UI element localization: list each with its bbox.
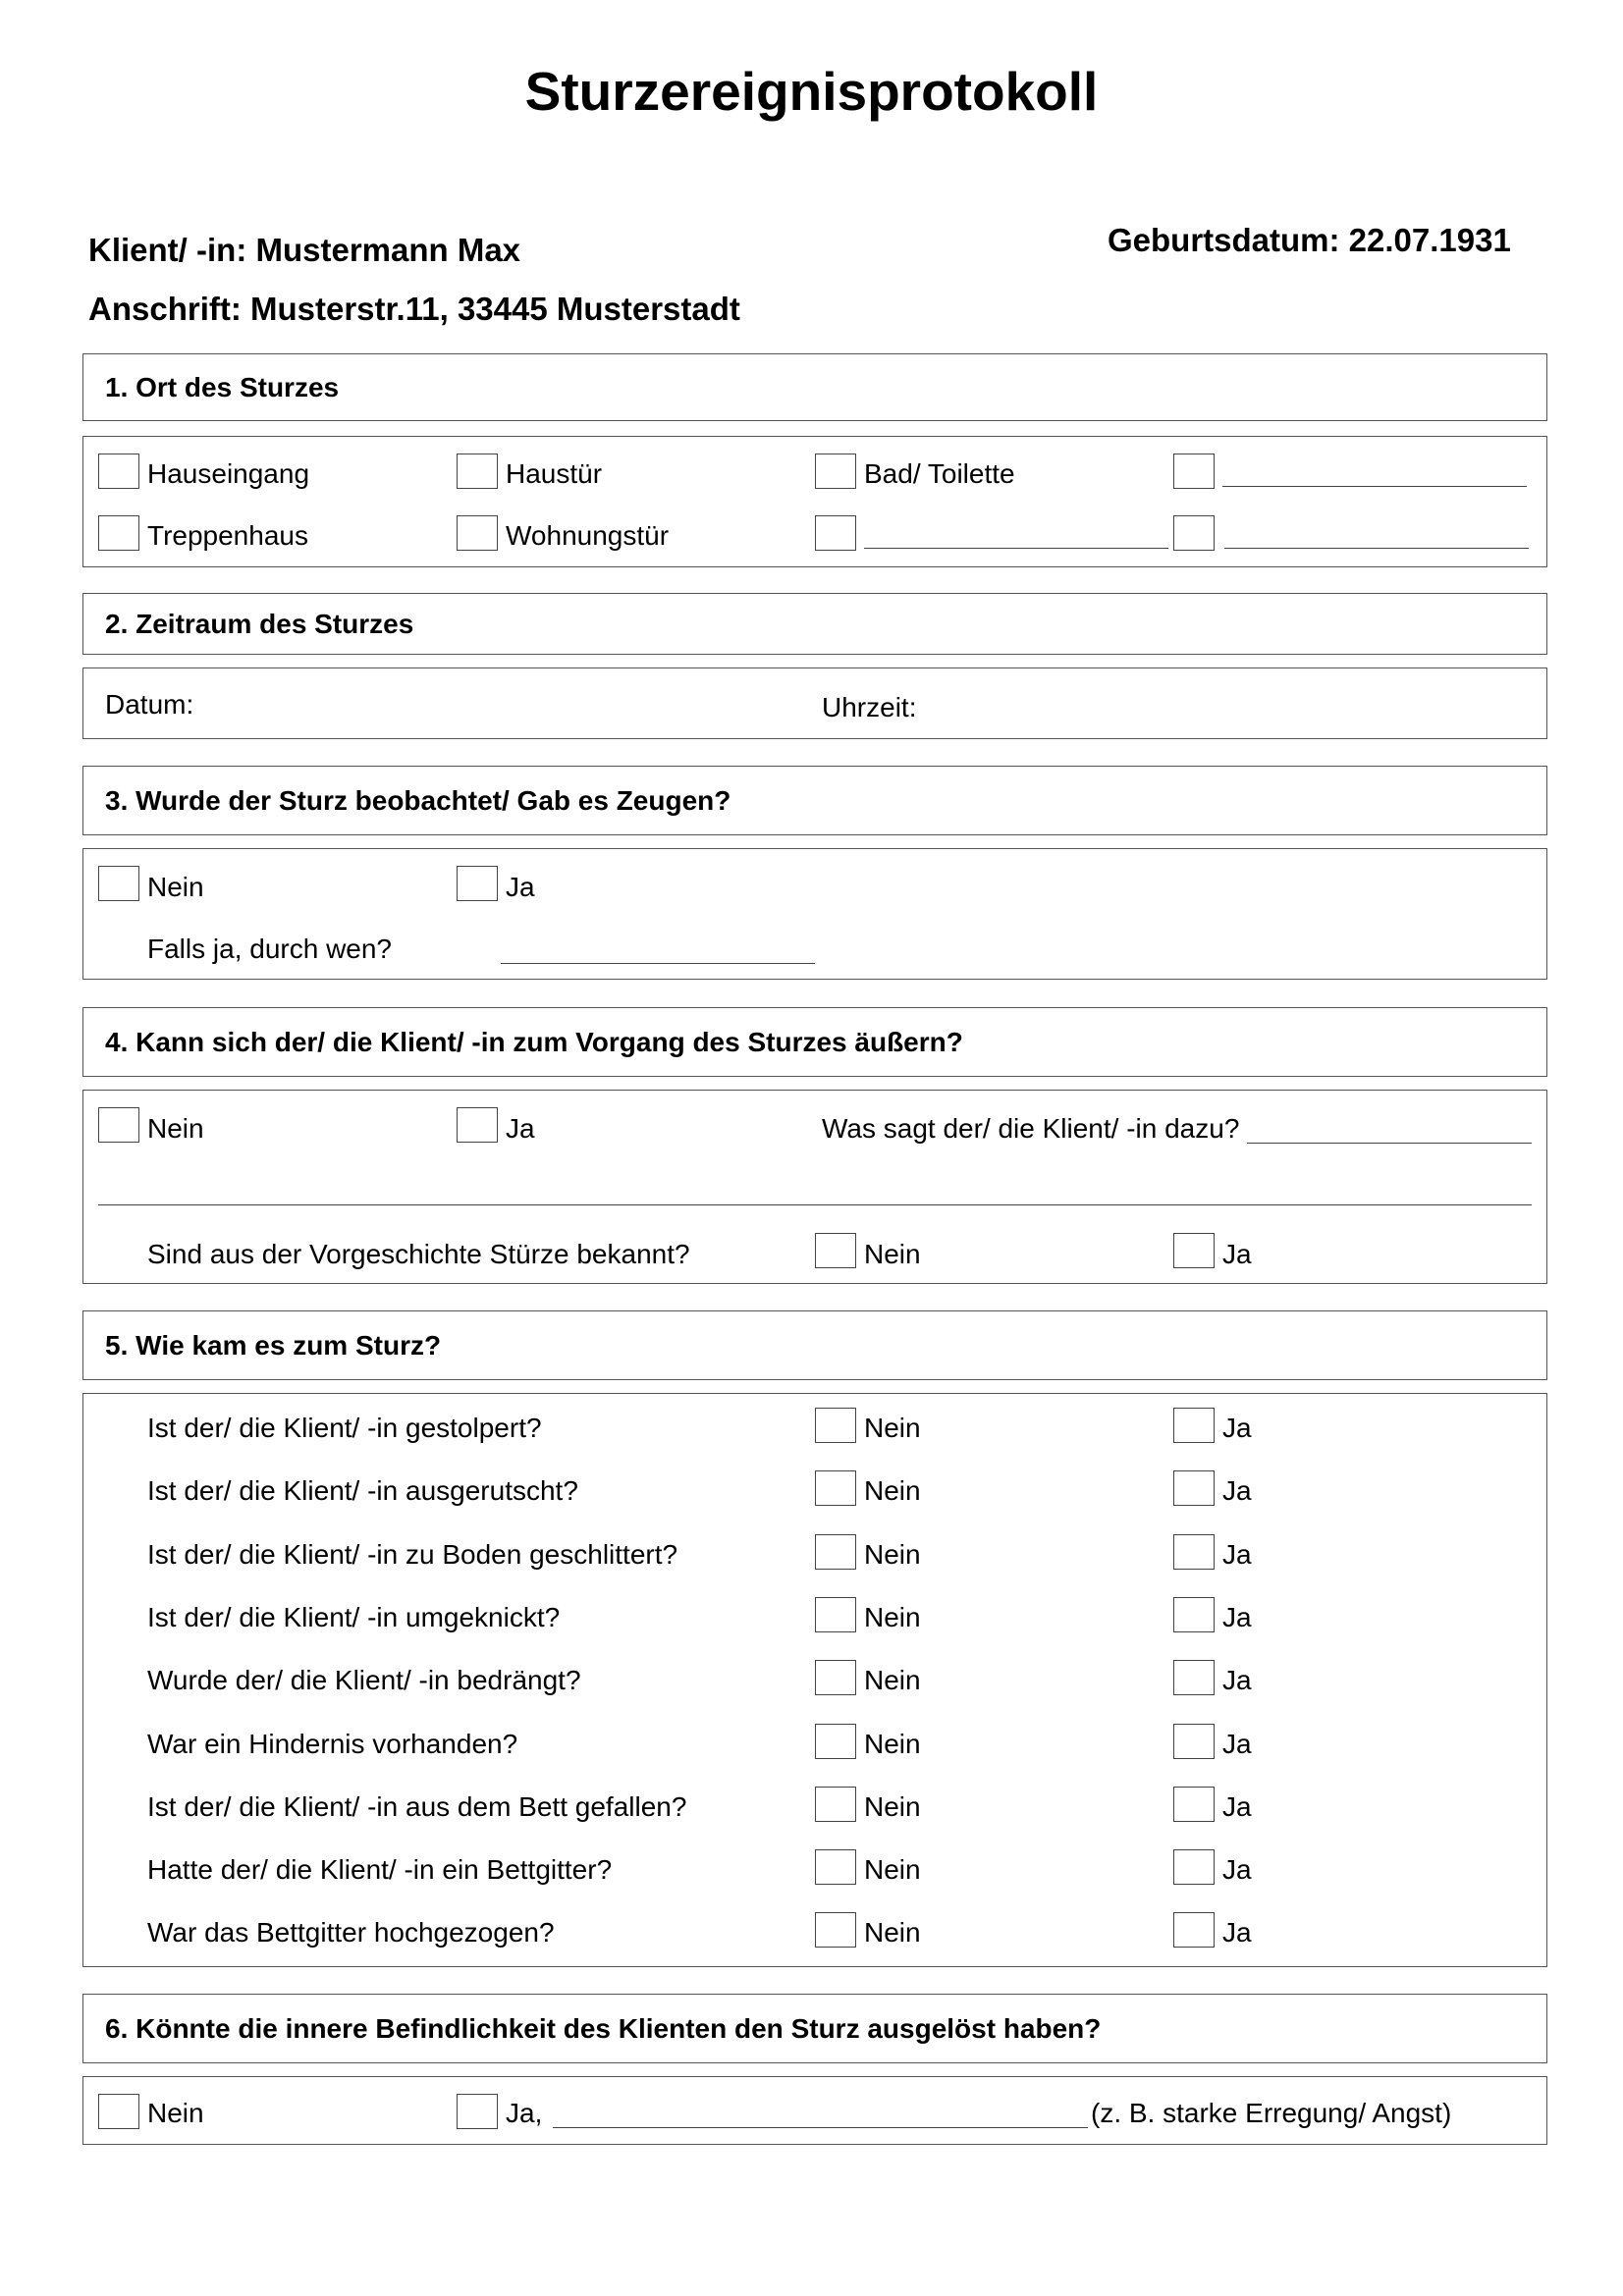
question-text: War das Bettgitter hochgezogen? <box>147 1917 555 1949</box>
witness-name-line[interactable] <box>501 963 815 964</box>
section-6-header <box>82 1994 1547 2063</box>
question-text: Ist der/ die Klient/ -in umgeknickt? <box>147 1601 561 1632</box>
section-3-title: 3. Wurde der Sturz beobachtet/ Gab es Zeugen? <box>105 784 731 816</box>
checkbox-yes[interactable] <box>1173 1660 1215 1695</box>
no-label: Nein <box>864 1665 921 1696</box>
question-text: Hatte der/ die Klient/ -in ein Bettgitter? <box>147 1854 613 1886</box>
question-row <box>83 1597 1546 1636</box>
no-label: Nein <box>864 1728 921 1759</box>
no-label: Nein <box>864 1854 921 1886</box>
section-6-title: 6. Könnte die innere Befindlichkeit des Klienten den Sturz ausgelöst haben? <box>105 2012 1102 2044</box>
history-question: Sind aus der Vorgeschichte Stürze bekannt? <box>147 1239 690 1269</box>
checkbox-other-2[interactable] <box>815 515 856 551</box>
checkbox-no[interactable] <box>815 1660 856 1695</box>
question-text: War ein Hindernis vorhanden? <box>147 1728 518 1759</box>
option-label: Haustür <box>506 458 603 489</box>
question-row <box>83 1724 1546 1763</box>
section-2-body <box>82 667 1547 739</box>
section-2-title: 2. Zeitraum des Sturzes <box>105 608 414 639</box>
witness-followup-label: Falls ja, durch wen? <box>147 934 393 964</box>
no-label: Nein <box>864 1475 921 1507</box>
section-1-title: 1. Ort des Sturzes <box>105 371 340 402</box>
checkbox-other-1[interactable] <box>1173 454 1215 489</box>
question-row <box>83 1849 1546 1889</box>
checkbox-yes[interactable] <box>1173 1849 1215 1885</box>
question-text: Ist der/ die Klient/ -in ausgerutscht? <box>147 1475 578 1507</box>
checkbox-hauseingang[interactable] <box>98 454 139 489</box>
checkbox-yes[interactable] <box>1173 1534 1215 1570</box>
checkbox-bad-toilette[interactable] <box>815 454 856 489</box>
option-label: Wohnungstür <box>506 520 670 551</box>
question-row <box>83 1912 1546 1951</box>
section-1-header <box>82 353 1547 421</box>
question-row <box>83 1787 1546 1826</box>
question-text: Ist der/ die Klient/ -in gestolpert? <box>147 1413 542 1443</box>
checkbox-history-no[interactable] <box>815 1233 856 1268</box>
history-no-label: Nein <box>864 1239 921 1269</box>
other-1-line[interactable] <box>1222 486 1527 487</box>
no-label: Nein <box>864 1601 921 1632</box>
question-row <box>83 1534 1546 1574</box>
checkbox-mood-no[interactable] <box>98 2094 139 2129</box>
section-5-title: 5. Wie kam es zum Sturz? <box>105 1329 442 1361</box>
other-2-line[interactable] <box>864 548 1168 549</box>
yes-label: Ja <box>1222 1854 1252 1886</box>
checkbox-other-3[interactable] <box>1173 515 1215 551</box>
checkbox-statement-no[interactable] <box>98 1107 139 1143</box>
yes-label: Ja <box>1222 1413 1252 1443</box>
question-row <box>83 1408 1546 1447</box>
yes-label: Ja <box>1222 1790 1252 1822</box>
yes-label: Ja <box>1222 1917 1252 1949</box>
statement-label: Was sagt der/ die Klient/ -in dazu? <box>822 1113 1240 1144</box>
mood-example: (z. B. starke Erregung/ Angst) <box>1091 2098 1452 2128</box>
checkbox-mood-yes[interactable] <box>457 2094 498 2129</box>
mood-reason-line[interactable] <box>553 2127 1088 2128</box>
checkbox-yes[interactable] <box>1173 1597 1215 1632</box>
checkbox-witness-no[interactable] <box>98 866 139 901</box>
checkbox-no[interactable] <box>815 1724 856 1759</box>
checkbox-yes[interactable] <box>1173 1408 1215 1443</box>
no-label: Nein <box>864 1413 921 1443</box>
client-birthdate: Geburtsdatum: 22.07.1931 <box>1108 222 1511 258</box>
question-row <box>83 1470 1546 1510</box>
question-text: Wurde der/ die Klient/ -in bedrängt? <box>147 1665 581 1696</box>
checkbox-no[interactable] <box>815 1408 856 1443</box>
statement-no-label: Nein <box>147 1113 204 1144</box>
checkbox-no[interactable] <box>815 1597 856 1632</box>
section-5-header <box>82 1310 1547 1380</box>
section-3-header <box>82 766 1547 835</box>
checkbox-statement-yes[interactable] <box>457 1107 498 1143</box>
checkbox-witness-yes[interactable] <box>457 866 498 901</box>
section-1-body <box>82 436 1547 567</box>
checkbox-yes[interactable] <box>1173 1724 1215 1759</box>
checkbox-haustuer[interactable] <box>457 454 498 489</box>
mood-no-label: Nein <box>147 2098 204 2128</box>
client-name: Klient/ -in: Mustermann Max <box>88 232 521 268</box>
option-label: Bad/ Toilette <box>864 458 1015 489</box>
checkbox-treppenhaus[interactable] <box>98 515 139 551</box>
question-row <box>83 1660 1546 1699</box>
checkbox-no[interactable] <box>815 1534 856 1570</box>
section-5-body <box>82 1393 1547 1967</box>
history-yes-label: Ja <box>1222 1239 1252 1269</box>
date-label: Datum: <box>105 689 194 720</box>
checkbox-wohnungstuer[interactable] <box>457 515 498 551</box>
yes-label: Ja <box>1222 1665 1252 1696</box>
checkbox-no[interactable] <box>815 1849 856 1885</box>
section-4-header <box>82 1007 1547 1077</box>
page-title: Sturzereignisprotokoll <box>524 61 1099 122</box>
section-2-header <box>82 593 1547 655</box>
witness-no-label: Nein <box>147 872 204 902</box>
no-label: Nein <box>864 1917 921 1949</box>
yes-label: Ja <box>1222 1475 1252 1507</box>
yes-label: Ja <box>1222 1538 1252 1570</box>
statement-yes-label: Ja <box>506 1113 535 1144</box>
section-3-body <box>82 848 1547 980</box>
yes-label: Ja <box>1222 1728 1252 1759</box>
section-4-body <box>82 1090 1547 1284</box>
time-label: Uhrzeit: <box>822 692 917 722</box>
checkbox-yes[interactable] <box>1173 1912 1215 1948</box>
section-6-body <box>82 2076 1547 2145</box>
statement-line-1[interactable] <box>1247 1143 1532 1144</box>
statement-line-2[interactable] <box>98 1204 1532 1205</box>
yes-label: Ja <box>1222 1601 1252 1632</box>
no-label: Nein <box>864 1790 921 1822</box>
client-address: Anschrift: Musterstr.11, 33445 Musterstadt <box>88 291 740 327</box>
checkbox-no[interactable] <box>815 1470 856 1506</box>
mood-yes-label: Ja, <box>506 2098 543 2128</box>
other-3-line[interactable] <box>1224 548 1529 549</box>
checkbox-yes[interactable] <box>1173 1470 1215 1506</box>
question-text: Ist der/ die Klient/ -in aus dem Bett gefallen? <box>147 1790 687 1822</box>
question-text: Ist der/ die Klient/ -in zu Boden geschlittert? <box>147 1538 678 1570</box>
checkbox-yes[interactable] <box>1173 1787 1215 1822</box>
section-4-title: 4. Kann sich der/ die Klient/ -in zum Vorgang des Sturzes äußern? <box>105 1026 963 1057</box>
option-label: Hauseingang <box>147 458 310 489</box>
option-label: Treppenhaus <box>147 520 308 551</box>
checkbox-history-yes[interactable] <box>1173 1233 1215 1268</box>
witness-yes-label: Ja <box>506 872 535 902</box>
checkbox-no[interactable] <box>815 1912 856 1948</box>
no-label: Nein <box>864 1538 921 1570</box>
checkbox-no[interactable] <box>815 1787 856 1822</box>
